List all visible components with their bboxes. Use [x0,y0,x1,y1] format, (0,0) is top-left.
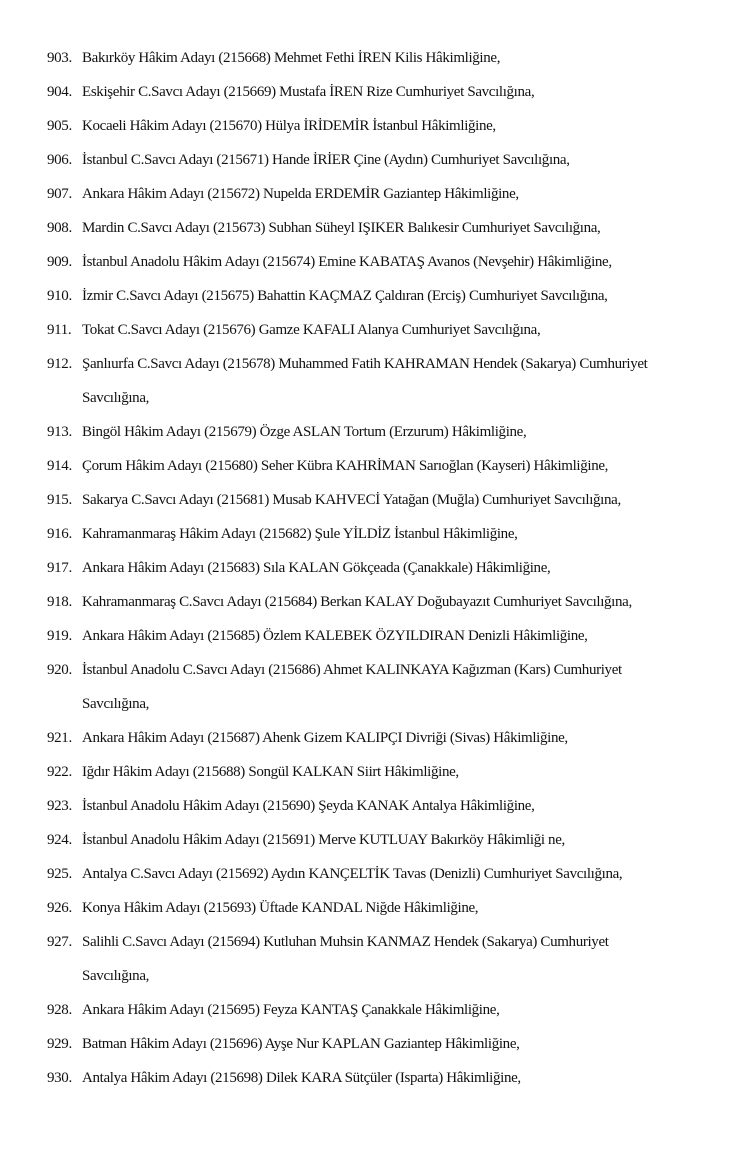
entry-number: 905. [47,118,72,134]
entry-number: 925. [47,866,72,882]
entry-text-line: Kocaeli Hâkim Adayı (215670) Hülya İRİDEMİR İstanbul Hâkimliğine, [82,118,496,134]
entry-number: 924. [47,832,72,848]
entry-text-line: Iğdır Hâkim Adayı (215688) Songül KALKAN Siirt Hâkimliğine, [82,764,459,780]
list-item [47,1027,732,1061]
entry-text-line: Ankara Hâkim Adayı (215672) Nupelda ERDEMİR Gaziantep Hâkimliğine, [82,186,519,202]
list-item [47,823,732,857]
entry-text-line: Antalya Hâkim Adayı (215698) Dilek KARA Sütçüler (Isparta) Hâkimliğine, [82,1070,521,1086]
entry-number: 907. [47,186,72,202]
entry-text-line: Bingöl Hâkim Adayı (215679) Özge ASLAN Tortum (Erzurum) Hâkimliğine, [82,424,527,440]
entry-number: 911. [47,322,72,338]
entry-text-line: İstanbul Anadolu C.Savcı Adayı (215686) Ahmet KALINKAYA Kağızman (Kars) Cumhuriyet [82,662,622,678]
entry-text-line: Antalya C.Savcı Adayı (215692) Aydın KANÇELTİK Tavas (Denizli) Cumhuriyet Savcılığına, [82,866,623,882]
entry-text [82,925,732,993]
entry-text [82,245,732,279]
entry-number: 916. [47,526,72,542]
entry-text [82,823,732,857]
entry-text [82,653,732,721]
list-item [47,1061,732,1095]
entry-number: 927. [47,934,72,950]
entry-text-line: Savcılığına, [82,968,150,984]
entry-text [82,1061,732,1095]
entry-text-line: Ankara Hâkim Adayı (215687) Ahenk Gizem KALIPÇI Divriği (Sivas) Hâkimliğine, [82,730,568,746]
entry-text [82,177,732,211]
entry-text [82,789,732,823]
entry-text-line: İzmir C.Savcı Adayı (215675) Bahattin KAÇMAZ Çaldıran (Erciş) Cumhuriyet Savcılığına, [82,288,608,304]
entry-text [82,619,732,653]
entry-text-line: Konya Hâkim Adayı (215693) Üftade KANDAL Niğde Hâkimliğine, [82,900,479,916]
entry-number: 910. [47,288,72,304]
list-item [47,993,732,1027]
entry-text-line: Çorum Hâkim Adayı (215680) Seher Kübra KAHRİMAN Sarıoğlan (Kayseri) Hâkimliğine, [82,458,609,474]
entry-number: 908. [47,220,72,236]
entry-text-line: Bakırköy Hâkim Adayı (215668) Mehmet Fethi İREN Kilis Hâkimliğine, [82,50,501,66]
entry-text [82,279,732,313]
entry-text [82,449,732,483]
list-item [47,347,732,415]
list-item [47,925,732,993]
list-item [47,789,732,823]
entry-number: 926. [47,900,72,916]
list-item [47,755,732,789]
list-item [47,857,732,891]
list-item [47,449,732,483]
entry-number: 915. [47,492,72,508]
entry-text [82,75,732,109]
entry-text-line: Batman Hâkim Adayı (215696) Ayşe Nur KAPLAN Gaziantep Hâkimliğine, [82,1036,520,1052]
entry-text [82,347,732,415]
entry-number: 923. [47,798,72,814]
list-item [47,41,732,75]
list-item [47,551,732,585]
entry-text-line: Ankara Hâkim Adayı (215685) Özlem KALEBEK ÖZYILDIRAN Denizli Hâkimliğine, [82,628,588,644]
entry-number: 912. [47,356,72,372]
entry-text [82,109,732,143]
entry-text [82,517,732,551]
list-item [47,211,732,245]
entry-text-line: Savcılığına, [82,390,150,406]
entry-text [82,41,732,75]
list-item [47,415,732,449]
list-item [47,177,732,211]
entry-text [82,313,732,347]
entry-text-line: İstanbul Anadolu Hâkim Adayı (215691) Merve KUTLUAY Bakırköy Hâkimliği ne, [82,832,565,848]
list-item [47,75,732,109]
entry-text-line: Kahramanmaraş Hâkim Adayı (215682) Şule YİLDİZ İstanbul Hâkimliğine, [82,526,518,542]
list-item [47,585,732,619]
entry-text [82,211,732,245]
entry-number: 930. [47,1070,72,1086]
entry-text [82,483,732,517]
entry-text [82,755,732,789]
entry-number: 918. [47,594,72,610]
list-item [47,891,732,925]
entry-number: 903. [47,50,72,66]
entry-number: 919. [47,628,72,644]
entry-number: 917. [47,560,72,576]
entry-text-line: Şanlıurfa C.Savcı Adayı (215678) Muhammed Fatih KAHRAMAN Hendek (Sakarya) Cumhuriyet [82,356,648,372]
entry-number: 904. [47,84,72,100]
entry-number: 906. [47,152,72,168]
entry-text [82,993,732,1027]
entry-text [82,891,732,925]
list-item [47,109,732,143]
entry-text [82,551,732,585]
entry-text-line: İstanbul Anadolu Hâkim Adayı (215674) Emine KABATAŞ Avanos (Nevşehir) Hâkimliğine, [82,254,612,270]
entry-text-line: Salihli C.Savcı Adayı (215694) Kutluhan Muhsin KANMAZ Hendek (Sakarya) Cumhuriyet [82,934,609,950]
entry-number: 922. [47,764,72,780]
entry-number: 929. [47,1036,72,1052]
entry-text [82,1027,732,1061]
entry-text-line: Eskişehir C.Savcı Adayı (215669) Mustafa İREN Rize Cumhuriyet Savcılığına, [82,84,535,100]
entry-text-line: İstanbul Anadolu Hâkim Adayı (215690) Şeyda KANAK Antalya Hâkimliğine, [82,798,535,814]
entry-number: 921. [47,730,72,746]
entry-text-line: İstanbul C.Savcı Adayı (215671) Hande İRİER Çine (Aydın) Cumhuriyet Savcılığına, [82,152,570,168]
entry-text [82,857,732,891]
entry-text-line: Mardin C.Savcı Adayı (215673) Subhan Süheyl IŞIKER Balıkesir Cumhuriyet Savcılığına, [82,220,601,236]
entry-text-line: Tokat C.Savcı Adayı (215676) Gamze KAFALI Alanya Cumhuriyet Savcılığına, [82,322,541,338]
list-item [47,245,732,279]
entry-text-line: Ankara Hâkim Adayı (215683) Sıla KALAN Gökçeada (Çanakkale) Hâkimliğine, [82,560,551,576]
list-item [47,619,732,653]
list-item [47,313,732,347]
list-item [47,517,732,551]
entry-text-line: Savcılığına, [82,696,150,712]
entry-text-line: Kahramanmaraş C.Savcı Adayı (215684) Berkan KALAY Doğubayazıt Cumhuriyet Savcılığına, [82,594,632,610]
list-item [47,483,732,517]
list-item [47,721,732,755]
entry-number: 909. [47,254,72,270]
list-item [47,279,732,313]
list-item [47,653,732,721]
list-item [47,143,732,177]
entry-text [82,585,732,619]
entry-text [82,143,732,177]
entry-text [82,415,732,449]
entry-number: 913. [47,424,72,440]
entry-number: 914. [47,458,72,474]
entry-number: 928. [47,1002,72,1018]
entry-number: 920. [47,662,72,678]
entry-text-line: Ankara Hâkim Adayı (215695) Feyza KANTAŞ Çanakkale Hâkimliğine, [82,1002,500,1018]
entry-text [82,721,732,755]
entry-text-line: Sakarya C.Savcı Adayı (215681) Musab KAHVECİ Yatağan (Muğla) Cumhuriyet Savcılığına, [82,492,621,508]
appointment-list [47,41,732,1095]
